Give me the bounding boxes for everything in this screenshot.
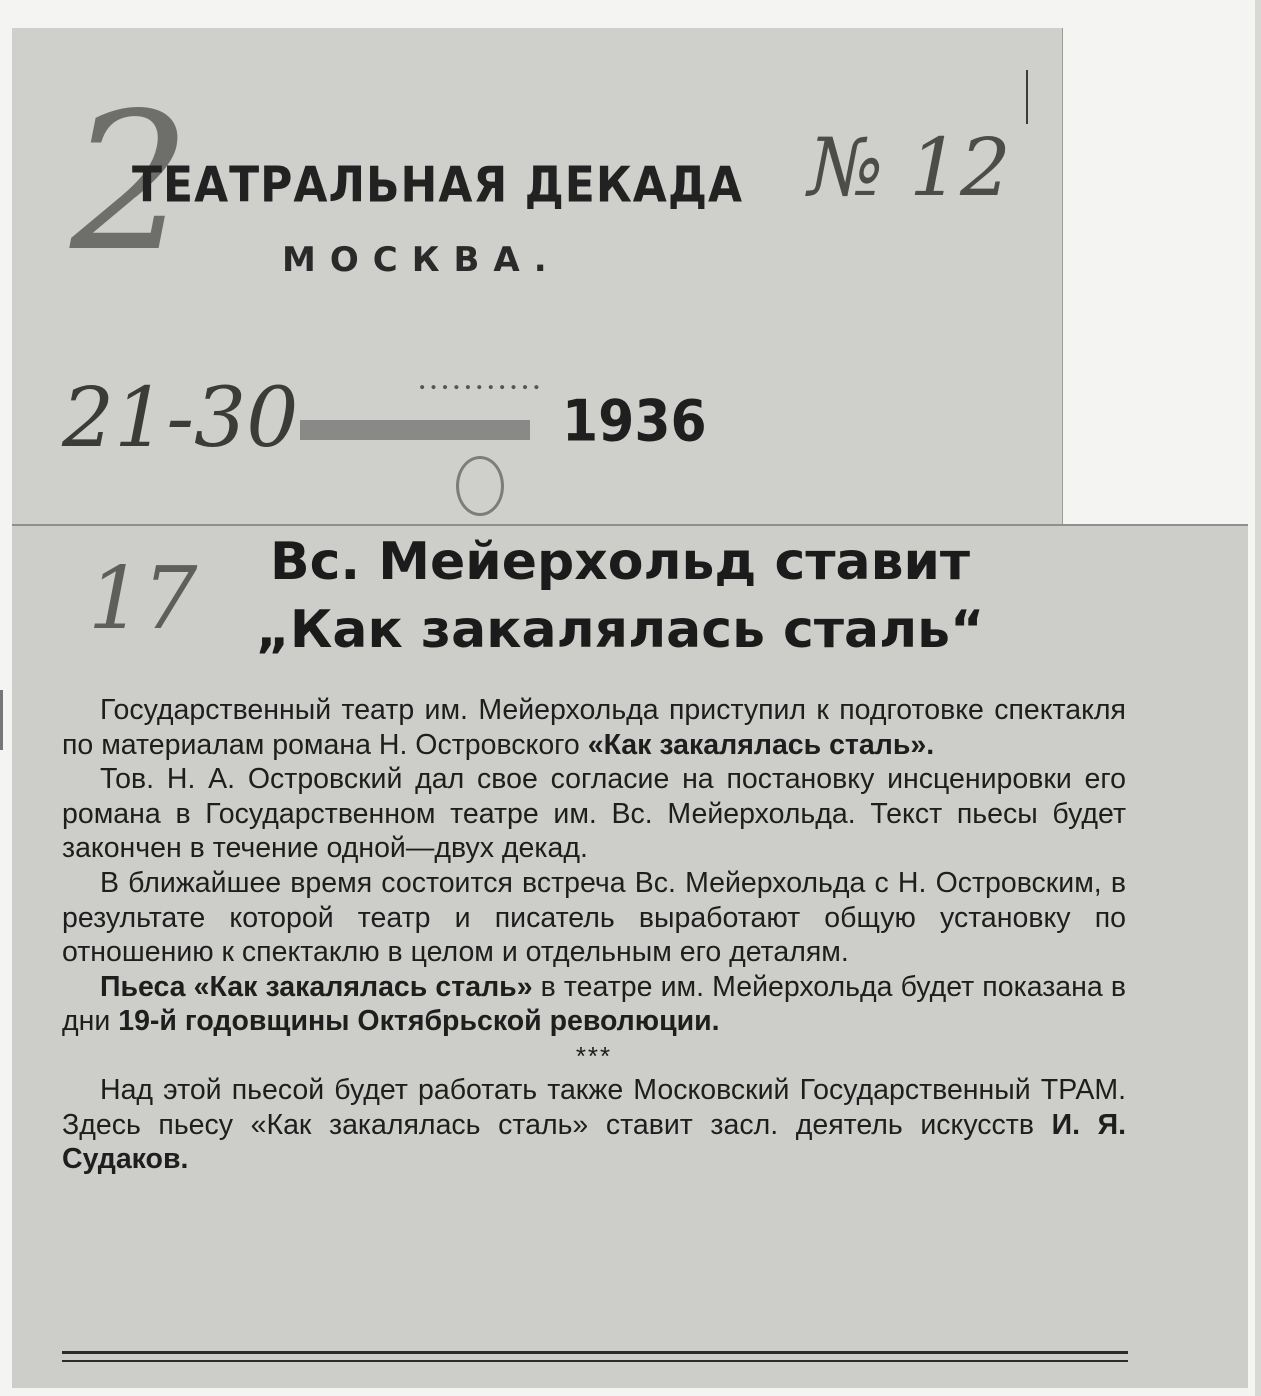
handwritten-date-range: 21-30 bbox=[62, 371, 299, 466]
handwritten-circle-mark bbox=[456, 456, 504, 516]
paper-scratch bbox=[1026, 70, 1028, 124]
handwritten-sheet-number: 2 bbox=[70, 72, 191, 293]
paragraph-5-bold: И. Я. Судаков. bbox=[62, 1108, 1126, 1176]
paragraph-3: В ближайшее время состоится встреча Вс. Мейерхольда с Н. Островским, в результате которой театр и писатель выработают общую установку по отношению к спектаклю в целом и отдельным его деталям. bbox=[62, 866, 1126, 969]
paragraph-1-text: Государственный театр им. Мейерхольда приступил к подготовке спектакля по материалам романа Н. Островского bbox=[62, 694, 1126, 761]
paragraph-4 bbox=[62, 970, 1126, 1039]
page-edge bbox=[1255, 0, 1261, 1396]
paragraph-1-bold: «Как закалялась сталь». bbox=[587, 728, 935, 761]
paragraph-2: Тов. Н. А. Островский дал свое согласие на постановку инсценировки его романа в Государственном театре им. Вс. Мейерхольда. Текст пьесы будет закончен в течение одной—двух декад. bbox=[62, 763, 1126, 865]
handwritten-clipping-number: 17 bbox=[88, 549, 198, 649]
struck-out-month bbox=[300, 420, 530, 440]
paper-edge-mark bbox=[0, 690, 3, 750]
headline-line-1: Вс. Мейерхольд ставит bbox=[269, 532, 971, 592]
section-separator: *** bbox=[575, 1040, 613, 1071]
issue-year: 1936 bbox=[562, 389, 707, 455]
paragraph-4-bold-end: 19-й годовщины Октябрьской революции. bbox=[118, 1005, 720, 1038]
newspaper-city: МОСКВА. bbox=[282, 240, 561, 280]
handwritten-item-number: № 12 bbox=[808, 121, 1011, 214]
paragraph-4-bold-start: Пьеса «Как закалялась сталь» bbox=[100, 970, 533, 1003]
headline-line-2: „Как закалялась сталь“ bbox=[255, 600, 985, 660]
paragraph-4-text: в театре им. Мейерхольда будет показана в дни bbox=[62, 970, 1126, 1038]
stamp-dashes: ∙∙∙∙∙∙∙∙∙∙∙ bbox=[418, 380, 544, 396]
article-body bbox=[62, 693, 1126, 1177]
paragraph-5 bbox=[62, 1073, 1126, 1177]
paragraph-1 bbox=[62, 693, 1126, 762]
paragraph-5-text: Над этой пьесой будет работать также Московский Государственный ТРАМ. Здесь пьесу «Как закалялась сталь» ставит засл. деятель искусств bbox=[62, 1073, 1126, 1141]
newspaper-title: ТЕАТРАЛЬНАЯ ДЕКАДА bbox=[132, 156, 744, 215]
article-headline bbox=[140, 528, 1100, 664]
bottom-rule bbox=[62, 1351, 1128, 1362]
